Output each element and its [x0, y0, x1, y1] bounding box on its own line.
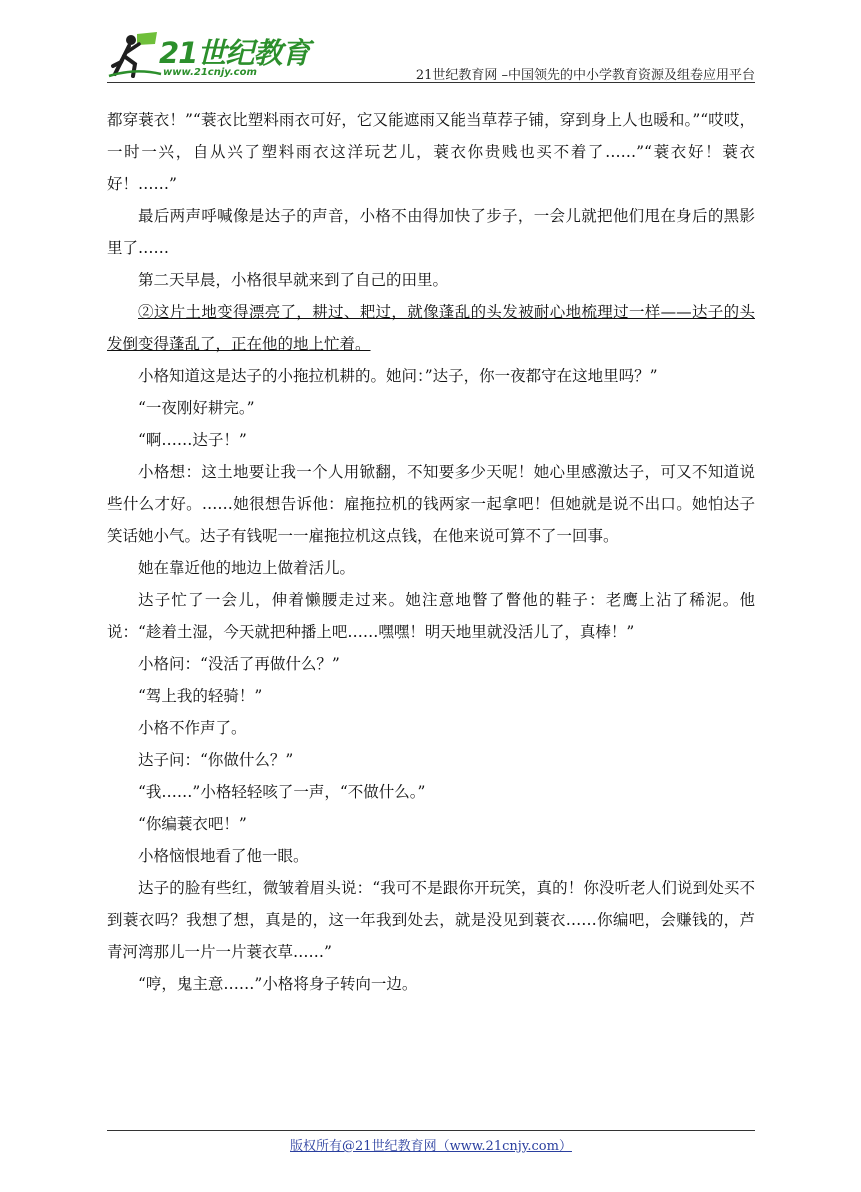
copyright-link[interactable]: 版权所有@21世纪教育网（www.21cnjy.com） — [290, 1139, 572, 1154]
running-figure-icon — [107, 30, 163, 80]
paragraph: 她在靠近他的地边上做着活儿。 — [138, 559, 356, 577]
paragraph: “一夜刚好耕完。” — [138, 399, 255, 417]
footer-divider — [107, 1130, 755, 1131]
site-logo[interactable] — [107, 22, 310, 84]
paragraph: 小格不作声了。 — [138, 719, 247, 737]
paragraph: 最后两声呼喊像是达子的声音，小格不由得加快了步子，一会儿就把他们甩在身后的黑影里了…… — [107, 207, 755, 257]
paragraph: 第二天早晨，小格很早就来到了自己的田里。 — [138, 271, 449, 289]
paragraph: “驾上我的轻骑！” — [138, 687, 263, 705]
paragraph: 小格知道这是达子的小拖拉机耕的。她问：”达子，你一夜都守在这地里吗？” — [138, 367, 658, 385]
underlined-text: ②这片土地变得漂亮了，耕过、耙过，就像蓬乱的头发被耐心地梳理过一样——达子的头发倒变得蓬乱了，正在他的地上忙着。 — [107, 303, 755, 353]
paragraph: 达子的脸有些红，微皱着眉头说：“我可不是跟你开玩笑，真的！你没听老人们说到处买不到蓑衣吗？我想了想，真是的，这一年我到处去，就是没见到蓑衣……你编吧，会赚钱的，芦青河湾那儿一片一片蓑衣草……” — [107, 879, 755, 961]
paragraph: 小格问：“没活了再做什么？” — [138, 655, 340, 673]
paragraph: 小格恼恨地看了他一眼。 — [138, 847, 309, 865]
logo-text: 21世纪教育 — [159, 36, 310, 70]
paragraph: “我……”小格轻轻咳了一声，“不做什么。” — [138, 783, 426, 801]
underlined-paragraph — [107, 296, 755, 360]
paragraph: 都穿蓑衣！”“蓑衣比塑料雨衣可好，它又能遮雨又能当草荐子铺，穿到身上人也暖和。”“哎哎，一时一兴，自从兴了塑料雨衣这洋玩艺儿，蓑衣你贵贱也买不着了……”“蓑衣好！蓑衣好！……” — [107, 111, 755, 193]
paragraph: 达子问：“你做什么？” — [138, 751, 294, 769]
paragraph: 达子忙了一会儿，伸着懒腰走过来。她注意地瞥了瞥他的鞋子：老鹰上沾了稀泥。他说：“趁着土湿，今天就把种播上吧……嘿嘿！明天地里就没活儿了，真棒！” — [107, 591, 755, 641]
page-footer — [107, 1130, 755, 1154]
header-tagline: 21世纪教育网 –中国领先的中小学教育资源及组卷应用平台 — [415, 68, 755, 83]
page-header — [107, 22, 755, 84]
paragraph: “你编蓑衣吧！” — [138, 815, 247, 833]
article-body — [107, 104, 755, 1000]
paragraph: “啊……达子！” — [138, 431, 247, 449]
paragraph: 小格想：这土地要让我一个人用锨翻，不知要多少天呢！她心里感激达子，可又不知道说些什么才好。……她很想告诉他：雇拖拉机的钱两家一起拿吧！但她就是说不出口。她怕达子笑话她小气。达子有钱呢一一雇拖拉机这点钱，在他来说可算不了一回事。 — [107, 463, 755, 545]
header-divider — [107, 82, 755, 83]
logo-url: www.21cnjy.com — [163, 67, 257, 78]
paragraph: “哼，鬼主意……”小格将身子转向一边。 — [138, 975, 418, 993]
